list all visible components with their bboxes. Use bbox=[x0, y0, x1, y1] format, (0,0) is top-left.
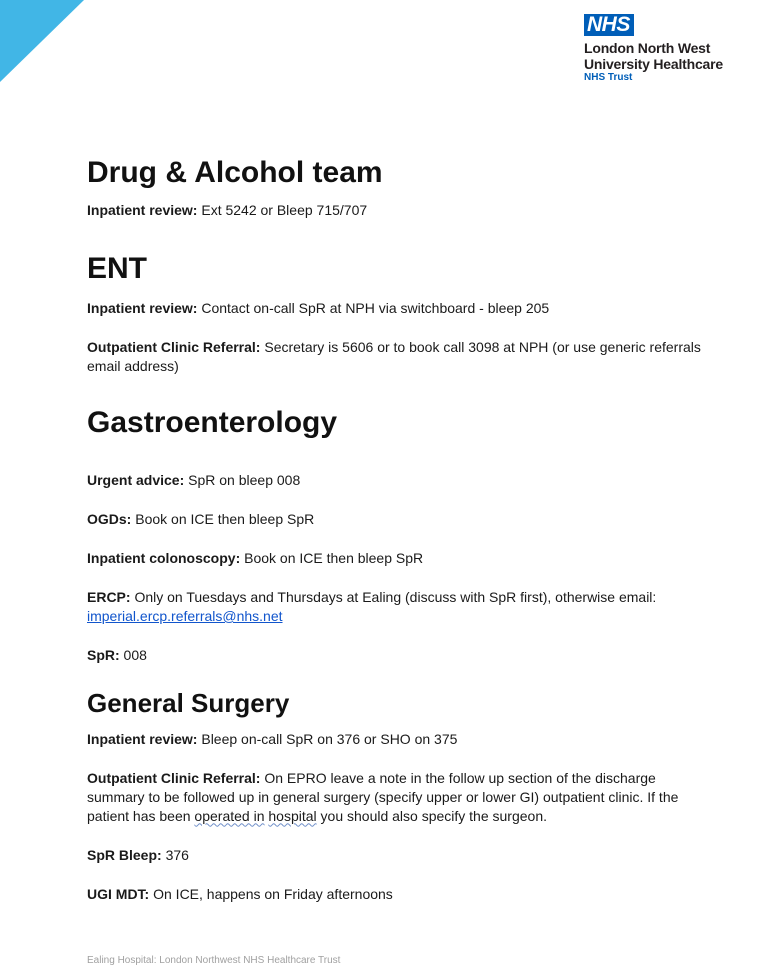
drug-inpatient-text: Ext 5242 or Bleep 715/707 bbox=[197, 202, 368, 218]
gastro-ercp-text: Only on Tuesdays and Thursdays at Ealing (discuss with SpR first), otherwise email: bbox=[130, 589, 657, 605]
gensurg-outpatient-label: Outpatient Clinic Referral: bbox=[87, 769, 261, 786]
gastro-ogd-text: Book on ICE then bleep SpR bbox=[131, 511, 315, 527]
section-title-drug-alcohol: Drug & Alcohol team bbox=[87, 156, 383, 189]
org-name-line-2: University Healthcare bbox=[584, 56, 723, 72]
gensurg-bleep-label: SpR Bleep: bbox=[87, 846, 162, 863]
ent-outpatient-text: Secretary is 5606 or to book call 3098 at NPH (or use generic referrals email address) bbox=[87, 339, 701, 374]
drug-inpatient-review bbox=[87, 201, 707, 220]
gensurg-ugi-label: UGI MDT: bbox=[87, 885, 150, 902]
gensurg-inpatient-label: Inpatient review: bbox=[87, 730, 198, 747]
gastro-ogds bbox=[87, 510, 707, 529]
gastro-ercp bbox=[87, 588, 707, 626]
ent-inpatient-label: Inpatient review: bbox=[87, 300, 198, 316]
nhs-trust-logo bbox=[584, 14, 754, 84]
gensurg-ugi-mdt bbox=[87, 885, 707, 904]
org-subtitle: NHS Trust bbox=[584, 72, 633, 83]
gastro-inpatient-colonoscopy bbox=[87, 549, 707, 568]
corner-accent-triangle bbox=[0, 0, 84, 82]
section-title-ent: ENT bbox=[87, 252, 147, 285]
gastro-urgent-advice bbox=[87, 471, 707, 490]
ent-inpatient-text: Contact on-call SpR at NPH via switchboard - bleep 205 bbox=[197, 300, 550, 316]
gensurg-outpatient-referral bbox=[87, 769, 707, 826]
page-footer: Ealing Hospital: London Northwest NHS Healthcare Trust bbox=[87, 955, 341, 966]
section-title-gastroenterology: Gastroenterology bbox=[87, 406, 338, 439]
section-title-general-surgery: General Surgery bbox=[87, 688, 290, 718]
gensurg-spr-bleep bbox=[87, 846, 707, 865]
gastro-urgent-text: SpR on bleep 008 bbox=[184, 472, 301, 488]
ercp-email-link[interactable]: imperial.ercp.referrals@nhs.net bbox=[87, 608, 283, 624]
spellcheck-word-operated-in: operated in bbox=[194, 807, 265, 824]
gastro-spr-text: 008 bbox=[119, 647, 147, 663]
spellcheck-word-hospital: hospital bbox=[268, 807, 317, 824]
document-body bbox=[87, 150, 707, 904]
org-name-line-1: London North West bbox=[584, 40, 711, 56]
gensurg-bleep-text: 376 bbox=[161, 846, 189, 863]
gastro-urgent-label: Urgent advice: bbox=[87, 472, 185, 488]
gensurg-ugi-text: On ICE, happens on Friday afternoons bbox=[149, 885, 393, 902]
gastro-ercp-label: ERCP: bbox=[87, 589, 131, 605]
ent-outpatient-referral bbox=[87, 338, 707, 376]
gensurg-inpatient-text: Bleep on-call SpR on 376 or SHO on 375 bbox=[197, 730, 458, 747]
nhs-badge: NHS bbox=[584, 14, 634, 36]
gastro-colon-text: Book on ICE then bleep SpR bbox=[240, 550, 424, 566]
gastro-spr bbox=[87, 646, 707, 665]
gensurg-outpatient-text-a: On EPRO leave a note in the follow up section of the discharge summary to be followed up in general surgery (specify upper or lower GI) outpatient clinic. If the patient has been bbox=[87, 769, 679, 824]
gastro-ogd-label: OGDs: bbox=[87, 511, 132, 527]
ent-inpatient-review bbox=[87, 299, 707, 318]
gastro-colon-label: Inpatient colonoscopy: bbox=[87, 550, 241, 566]
gensurg-inpatient-review bbox=[87, 730, 707, 749]
drug-inpatient-label: Inpatient review: bbox=[87, 202, 198, 218]
gastro-spr-label: SpR: bbox=[87, 647, 120, 663]
ent-outpatient-label: Outpatient Clinic Referral: bbox=[87, 339, 261, 355]
gensurg-outpatient-text-b: you should also specify the surgeon. bbox=[316, 807, 548, 824]
